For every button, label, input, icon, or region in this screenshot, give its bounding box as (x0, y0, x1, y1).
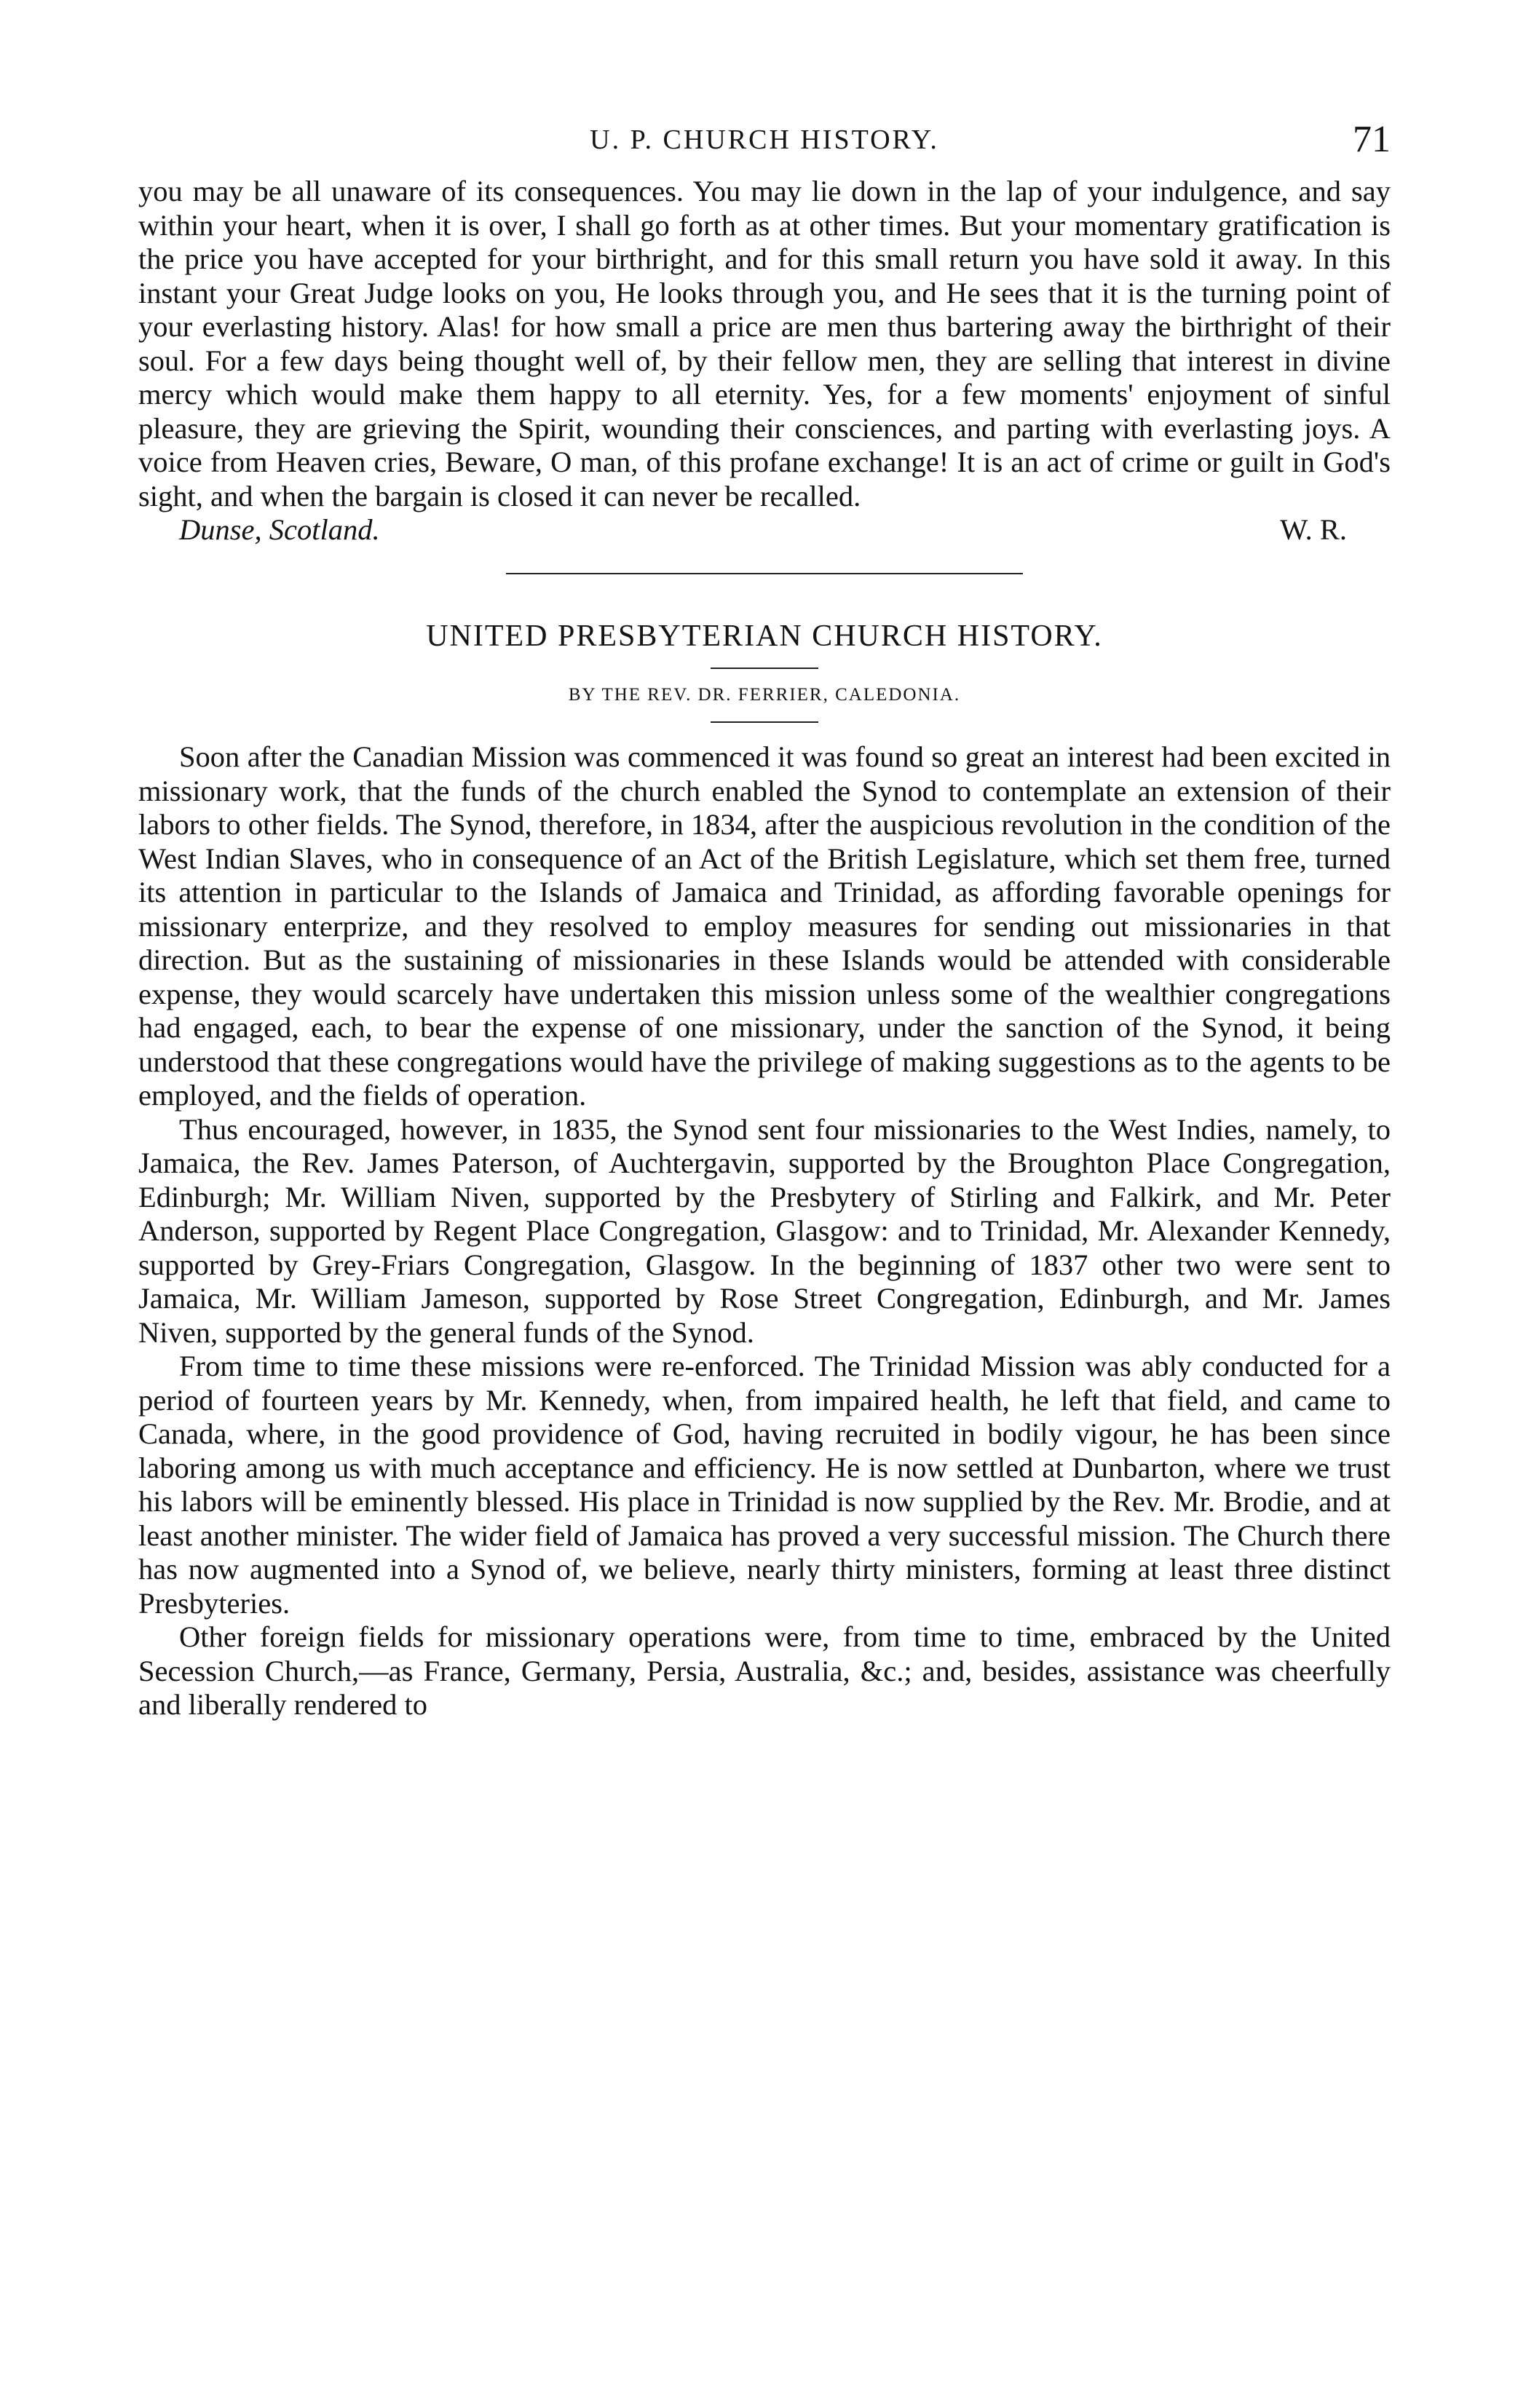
article-title: UNITED PRESBYTERIAN CHURCH HISTORY. (426, 619, 1103, 653)
article-paragraph: Soon after the Canadian Mission was commenced it was found so great an interest had been excited in missionary work, that the funds of the church enabled the Synod to contemplate an extension of their labors to other fields. The Synod, therefore, in 1834, after the auspicious revolution in the condition of the West Indian Slaves, who in consequence of an Act of the British Legislature, which set them free, turned its attention in particular to the Islands of Jamaica and Trinidad, as affording favorable openings for missionary enterprize, and they resolved to employ measures for sending out missionaries in that direction. But as the sustaining of missionaries in these Islands would be attended with considerable expense, they would scarcely have undertaken this mission unless some of the wealthier congregations had engaged, each, to bear the expense of one missionary, under the sanction of the Synod, it being understood that these congregations would have the privilege of making suggestions as to the agents to be employed, and the fields of operation. (138, 740, 1391, 1112)
previous-article-text (138, 175, 1391, 513)
running-title: U. P. CHURCH HISTORY. (590, 124, 939, 155)
book-page (138, 119, 1391, 1722)
page-number: 71 (1353, 119, 1391, 160)
article-paragraph: Other foreign fields for missionary operations were, from time to time, embraced by the United Secession Church,—as France, Germany, Persia, Australia, &c.; and, besides, assistance was cheerfully and liberally rendered to (138, 1620, 1391, 1721)
previous-article-paragraph: you may be all unaware of its consequences. You may lie down in the lap of your indulgence, and say within your heart, when it is over, I shall go forth as at other times. But your momentary gratification is the price you have accepted for your birthright, and for this small return you have sold it away. In this instant your Great Judge looks on you, He looks through you, and He sees that it is the turning point of your everlasting history. Alas! for how small a price are men thus bartering away the birthright of their soul. For a few days being thought well of, by their fellow men, they are selling that interest in divine mercy which would make them happy to all eternity. Yes, for a few moments' enjoyment of sinful pleasure, they are grieving the Spirit, wounding their consciences, and parting with everlasting joys. A voice from Heaven cries, Beware, O man, of this profane exchange! It is an act of crime or guilt in God's sight, and when the bargain is closed it can never be recalled. (138, 175, 1391, 512)
byline-rule (711, 721, 818, 723)
signature-line (138, 513, 1391, 548)
title-rule (711, 668, 818, 669)
article-body (138, 740, 1391, 1722)
article-paragraph: From time to time these missions were re-enforced. The Trinidad Mission was ably conducted for a period of fourteen years by Mr. Kennedy, when, from impaired health, he left that field, and came to Canada, where, in the good providence of God, having recruited in bodily vigour, he has been since laboring among us with much acceptance and efficiency. He is now settled at Dunbarton, where we trust his labors will be eminently blessed. His place in Trinidad is now supplied by the Rev. Mr. Brodie, and at least another minister. The wider field of Jamaica has proved a very successful mission. The Church there has now augmented into a Synod of, we believe, nearly thirty ministers, forming at least three distinct Presbyteries. (138, 1350, 1391, 1620)
section-divider (506, 573, 1023, 574)
signature-place: Dunse, Scotland. (179, 513, 380, 546)
article-byline: BY THE REV. DR. FERRIER, CALEDONIA. (568, 685, 961, 705)
signature-initials: W. R. (1280, 513, 1347, 546)
article-paragraph: Thus encouraged, however, in 1835, the Synod sent four missionaries to the West Indies, namely, to Jamaica, the Rev. James Paterson, of Auchtergavin, supported by the Broughton Place Congregation, Edinburgh; Mr. William Niven, supported by the Presbytery of Stirling and Falkirk, and Mr. Peter Anderson, supported by Regent Place Congregation, Glasgow: and to Trinidad, Mr. Alexander Kennedy, supported by Grey-Friars Congregation, Glasgow. In the beginning of 1837 other two were sent to Jamaica, Mr. William Jameson, supported by Rose Street Congregation, Edinburgh, and Mr. James Niven, supported by the general funds of the Synod. (138, 1112, 1391, 1349)
running-head (138, 119, 1391, 175)
